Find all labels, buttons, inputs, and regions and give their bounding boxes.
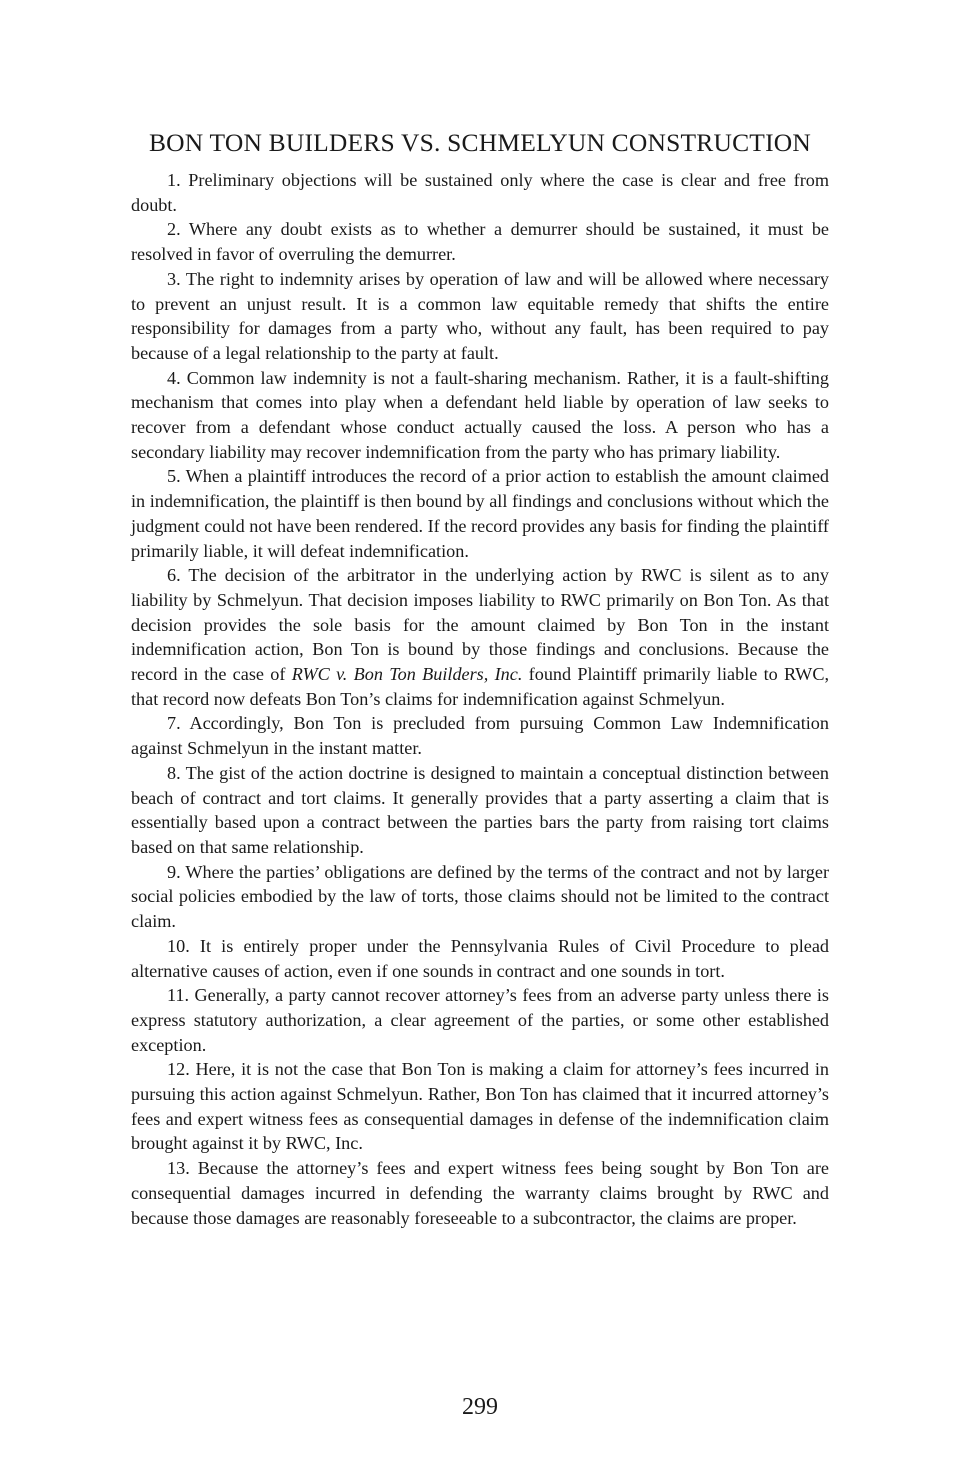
headnotes	[131, 168, 829, 1230]
paragraph-text: Preliminary objections will be sustained only where the case is clear and free from doubt.	[131, 170, 829, 215]
paragraph-number: 6.	[167, 565, 181, 586]
paragraph-number: 7.	[167, 713, 181, 734]
headnote-paragraph	[131, 464, 829, 563]
headnote-paragraph	[131, 860, 829, 934]
paragraph-text: Accordingly, Bon Ton is precluded from pursuing Common Law Indemnification against Schmelyun in the instant matter.	[131, 713, 829, 759]
headnote-paragraph	[131, 366, 829, 465]
paragraph-number: 5.	[167, 466, 181, 487]
paragraph-text: The decision of the arbitrator in the underlying action by RWC is silent as to any liability by Schmelyun. That decision imposes liability to RWC primarily on Bon Ton. As that decision provides the sole basis for the amount claimed by Bon Ton in the instant indemnification action, Bon Ton is bound by those findings and conclusions. Because the record in the case of	[131, 565, 829, 685]
headnote-paragraph	[131, 267, 829, 366]
paragraph-text: The right to indemnity arises by operation of law and will be allowed where necessary to prevent an unjust result. It is a common law equitable remedy that shifts the entire responsibility for damages from a party who, without any fault, has been required to pay because of a legal relationship to the party at fault.	[131, 268, 829, 363]
headnote-paragraph	[131, 1156, 829, 1230]
headnote-paragraph	[131, 217, 829, 266]
paragraph-text: found Plaintiff primarily liable to RWC, that record now defeats Bon Ton’s claims for indemnification against Schmelyun.	[131, 664, 830, 709]
headnote-paragraph	[131, 934, 829, 983]
paragraph-number: 1.	[167, 170, 181, 190]
paragraph-text: It is entirely proper under the Pennsylvania Rules of Civil Procedure to plead alternative causes of action, even if one sounds in contract and one sounds in tort.	[131, 935, 830, 981]
paragraph-text: Here, it is not the case that Bon Ton is making a claim for attorney’s fees incurred in pursuing this action against Schmelyun. Rather, Bon Ton has claimed that it incurred attorney’s fees and expert witness fees as consequential damages in defense of the indemnification claim brought against it by RWC, Inc.	[131, 1059, 830, 1154]
paragraph-number: 11.	[167, 985, 190, 1006]
paragraph-number: 10.	[167, 935, 190, 956]
paragraph-text: Because the attorney’s fees and expert witness fees being sought by Bon Ton are consequential damages incurred in defending the warranty claims brought by RWC and because those damages are reasonably foreseeable to a subcontractor, the claims are proper.	[131, 1158, 829, 1228]
paragraph-number: 9.	[167, 861, 181, 882]
headnote-paragraph	[131, 983, 829, 1057]
paragraph-number: 2.	[167, 219, 181, 240]
page-number: 299	[462, 1394, 498, 1420]
paragraph-text: Where the parties’ obligations are defined by the terms of the contract and not by larger social policies embodied by the law of torts, those claims should not be limited to the contract claim.	[131, 861, 829, 932]
page-title: BON TON BUILDERS VS. SCHMELYUN CONSTRUCTION	[148, 128, 812, 157]
paragraph-number: 12.	[167, 1059, 190, 1080]
paragraph-text: When a plaintiff introduces the record of a prior action to establish the amount claimed in indemnification, the plaintiff is then bound by all findings and conclusions without which the judgment could not have been rendered. If the record provides any basis for finding the plaintiff primarily liable, it will defeat indemnification.	[131, 466, 830, 561]
paragraph-number: 4.	[167, 367, 181, 388]
paragraph-number: 3.	[167, 268, 181, 289]
paragraph-text: Generally, a party cannot recover attorney’s fees from an adverse party unless there is express statutory authorization, a clear agreement of the parties, or some other established exception.	[131, 985, 829, 1055]
paragraph-number: 8.	[167, 762, 181, 783]
headnote-paragraph	[131, 168, 829, 217]
headnote-paragraph	[131, 761, 829, 860]
headnote-paragraph	[131, 1057, 829, 1156]
paragraph-text: The gist of the action doctrine is designed to maintain a conceptual distinction between beach of contract and tort claims. It generally provides that a party asserting a claim that is essentially based upon a contract between the parties bars the party from raising tort claims based on that same relationship.	[131, 762, 829, 857]
paragraph-text: Where any doubt exists as to whether a demurrer should be sustained, it must be resolved in favor of overruling the demurrer.	[131, 219, 829, 265]
headnote-paragraph	[131, 563, 829, 711]
paragraph-number: 13.	[167, 1158, 190, 1179]
headnote-paragraph	[131, 711, 829, 760]
case-citation: RWC v. Bon Ton Builders, Inc.	[291, 664, 523, 685]
paragraph-text: Common law indemnity is not a fault-sharing mechanism. Rather, it is a fault-shifting mechanism that comes into play when a defendant held liable by operation of law seeks to recover from a defendant whose conduct actually caused the loss. A person who has a secondary liability may recover indemnification from the party who has primary liability.	[131, 367, 829, 462]
